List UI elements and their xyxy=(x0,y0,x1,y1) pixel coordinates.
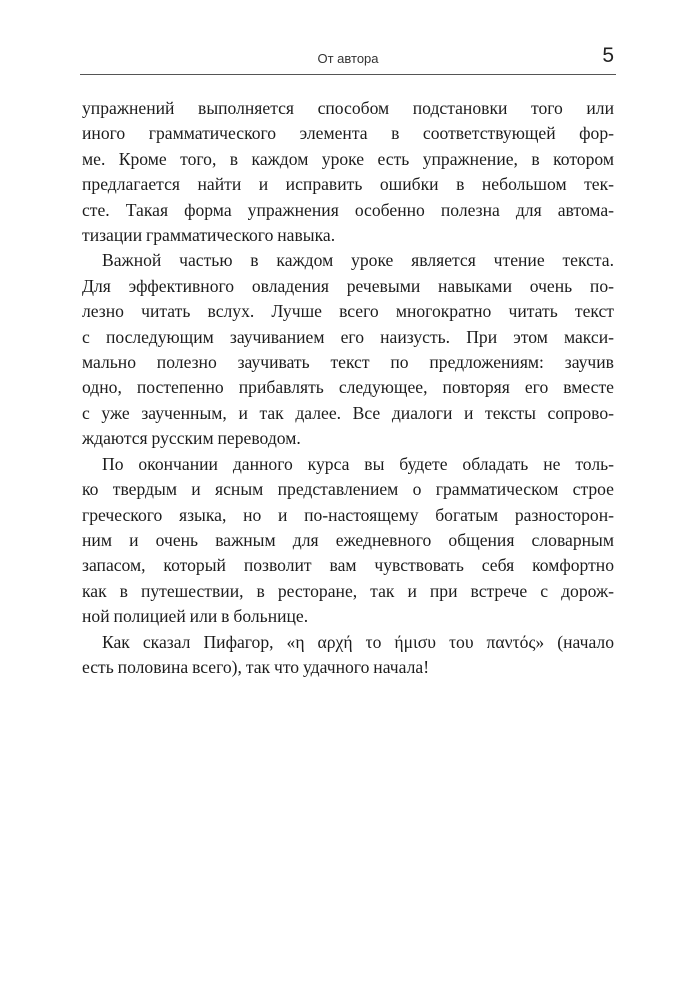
text-line: одно, постепенно прибавлять следующее, повторяя его вместе xyxy=(82,377,614,398)
text-line: ной полицией или в больнице. xyxy=(82,606,309,627)
text-line: с уже заученным, и так далее. Все диалоги и тексты сопрово- xyxy=(82,402,614,423)
text-line: ним и очень важным для ежедневного общения словарным xyxy=(82,529,614,550)
paragraph-2 xyxy=(82,248,614,451)
text-line: лезно читать вслух. Лучше всего многократно читать текст xyxy=(82,301,614,322)
text-line: предлагается найти и исправить ошибки в небольшом тек- xyxy=(82,174,614,195)
page-header xyxy=(80,44,616,74)
paragraph-1 xyxy=(82,96,614,248)
text-line: упражнений выполняется способом подстановки того или xyxy=(82,98,614,118)
text-line: как в путешествии, в ресторане, так и при встрече с дорож- xyxy=(82,580,614,601)
text-line: ждаются русским переводом. xyxy=(82,428,301,449)
text-line: Для эффективного овладения речевыми навыками очень по- xyxy=(82,275,614,296)
body-text xyxy=(82,96,614,680)
text-line: ме. Кроме того, в каждом уроке есть упражнение, в котором xyxy=(82,148,614,169)
text-line: иного грамматического элемента в соответствующей фор- xyxy=(82,123,614,144)
paragraph-3 xyxy=(82,452,614,630)
text-line: Важной частью в каждом уроке является чтение текста. xyxy=(102,250,614,271)
text-line: запасом, который позволит вам чувствовать себя комфортно xyxy=(82,555,614,576)
paragraph-4 xyxy=(82,630,614,681)
page-number: 5 xyxy=(602,44,614,67)
text-line: Как сказал Пифагор, «η αρχή το ήμισυ του παντός» (начало xyxy=(102,631,614,652)
text-line: тизации грамматического навыка. xyxy=(82,225,336,246)
text-line: сте. Такая форма упражнения особенно полезна для автома- xyxy=(82,199,614,220)
text-line: мально полезно заучивать текст по предложениям: заучив xyxy=(82,352,614,373)
header-rule xyxy=(80,74,616,75)
text-line: греческого языка, но и по-настоящему богатым разносторон- xyxy=(82,504,614,525)
text-line: с последующим заучиванием его наизусть. При этом макси- xyxy=(82,326,614,347)
text-line: ко твердым и ясным представлением о грамматическом строе xyxy=(82,479,614,500)
text-line: есть половина всего), так что удачного начала! xyxy=(82,656,430,677)
running-title: От автора xyxy=(317,51,379,66)
text-line: По окончании данного курса вы будете обладать не толь- xyxy=(102,453,614,474)
